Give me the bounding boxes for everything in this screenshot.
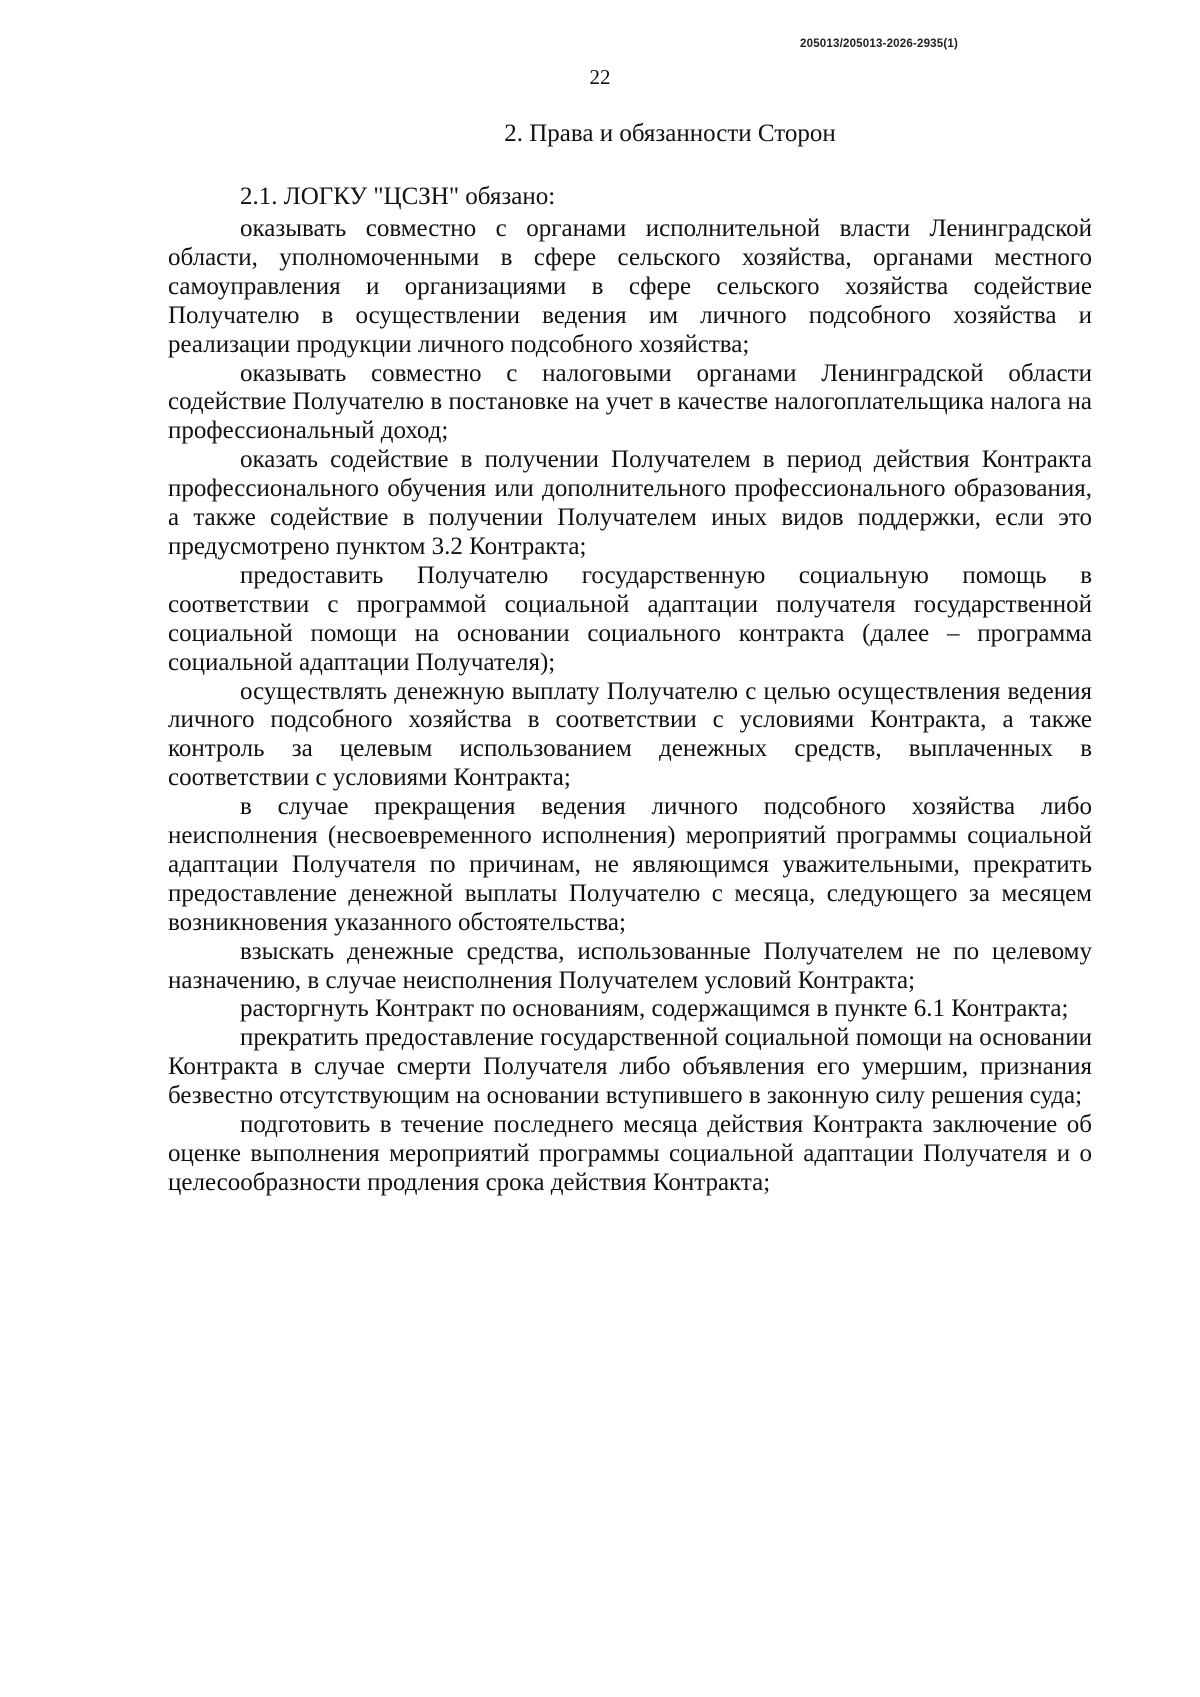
paragraph-3: оказать содействие в получении Получателем в период действия Контракта профессионального обучения или дополнительного профессионального образования, а также содействие в получении Получателем иных видов поддержки, если это предусмотрено пунктом 3.2 Контракта; [168, 446, 1092, 560]
section-title: 2. Права и обязанности Сторон [504, 120, 836, 147]
document-id: 205013/205013-2026-2935(1) [800, 38, 959, 50]
clause-heading: 2.1. ЛОГКУ "ЦСЗН" обязано: [240, 183, 556, 210]
paragraph-2: оказывать совместно с налоговыми органами Ленинградской области содействие Получателю в постановке на учет в качестве налогоплательщика налога на профессиональный доход; [168, 359, 1092, 445]
paragraph-6: в случае прекращения ведения личного подсобного хозяйства либо неисполнения (несвоевременного исполнения) мероприятий программы социальной адаптации Получателя по причинам, не являющимся уважительными, прекратить предоставление денежной выплаты Получателю с месяца, следующего за месяцем возникновения указанного обстоятельства; [168, 793, 1092, 936]
clause-body [168, 215, 1092, 1198]
paragraph-9: прекратить предоставление государственной социальной помощи на основании Контракта в случае смерти Получателя либо объявления его умершим, признания безвестно отсутствующим на основании вступившего в законную силу решения суда; [168, 1024, 1092, 1110]
paragraph-1: оказывать совместно с органами исполнительной власти Ленинградской области, уполномоченными в сфере сельского хозяйства, органами местного самоуправления и организациями в сфере сельского хозяйства содействие Получателю в осуществлении ведения им личного подсобного хозяйства и реализации продукции личного подсобного хозяйства; [168, 215, 1092, 358]
paragraph-5: осуществлять денежную выплату Получателю с целью осуществления ведения личного подсобного хозяйства в соответствии с условиями Контракта, а также контроль за целевым использованием денежных средств, выплаченных в соответствии с условиями Контракта; [168, 677, 1092, 792]
page-number: 22 [589, 65, 611, 89]
paragraph-10: подготовить в течение последнего месяца действия Контракта заключение об оценке выполнения мероприятий программы социальной адаптации Получателя и о целесообразности продления срока действия Контракта; [168, 1111, 1092, 1196]
paragraph-4: предоставить Получателю государственную социальную помощь в соответствии с программой социальной адаптации получателя государственной социальной помощи на основании социального контракта (далее – программа социальной адаптации Получателя); [168, 561, 1092, 676]
paragraph-8: расторгнуть Контракт по основаниям, содержащимся в пункте 6.1 Контракта; [240, 995, 1069, 1023]
paragraph-7: взыскать денежные средства, использованные Получателем не по целевому назначению, в случае неисполнения Получателем условий Контракта; [168, 937, 1092, 994]
